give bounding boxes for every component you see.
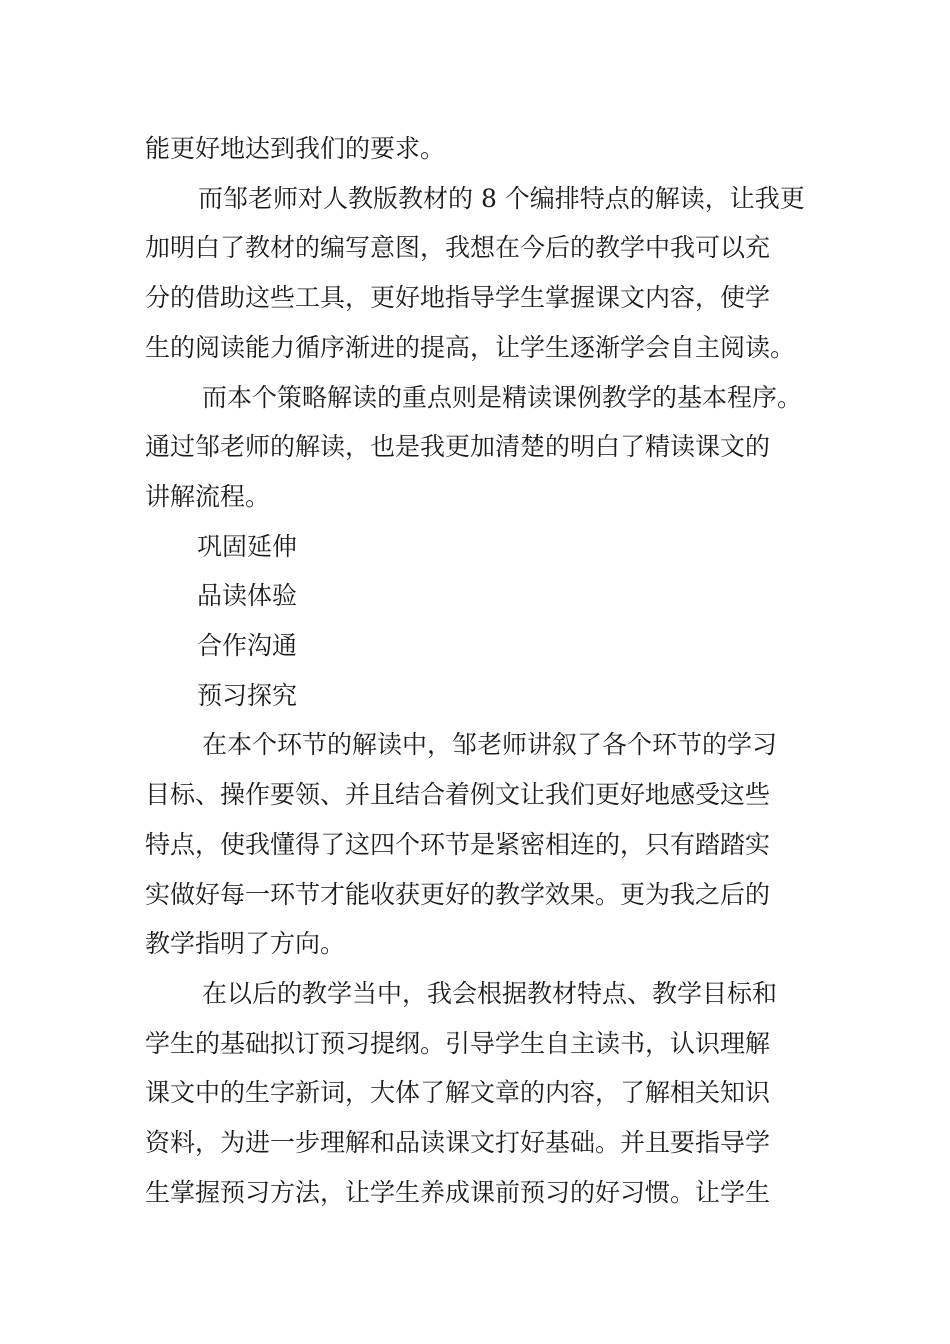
paragraph-line: 课文中的生字新词，大体了解文章的内容，了解相关知识 bbox=[145, 1078, 771, 1108]
paragraph-line: 教学指明了方向。 bbox=[145, 929, 346, 959]
paragraph-line: 讲解流程。 bbox=[145, 481, 271, 511]
paragraph-line: 学生的基础拟订预习提纲。引导学生自主读书，认识理解 bbox=[145, 1028, 771, 1058]
paragraph-line: 在本个环节的解读中，邹老师讲叙了各个环节的学习 bbox=[202, 730, 778, 760]
list-item: 巩固延伸 bbox=[197, 531, 298, 561]
paragraph-line: 加明白了教材的编写意图，我想在今后的教学中我可以充 bbox=[145, 233, 771, 263]
paragraph-line: 生的阅读能力循序渐进的提高，让学生逐渐学会自主阅读。 bbox=[145, 332, 796, 362]
paragraph-line: 资料，为进一步理解和品读课文打好基础。并且要指导学 bbox=[145, 1128, 771, 1158]
list-item: 合作沟通 bbox=[197, 631, 298, 661]
paragraph-line: 特点，使我懂得了这四个环节是紧密相连的，只有踏踏实 bbox=[145, 829, 771, 859]
paragraph-line: 通过邹老师的解读，也是我更加清楚的明白了精读课文的 bbox=[145, 432, 771, 462]
paragraph-line: 实做好每一环节才能收获更好的教学效果。更为我之后的 bbox=[145, 879, 771, 909]
paragraph-line: 目标、操作要领、并且结合着例文让我们更好地感受这些 bbox=[145, 780, 771, 810]
paragraph-line: 生掌握预习方法，让学生养成课前预习的好习惯。让学生 bbox=[145, 1177, 771, 1207]
paragraph-line: 能更好地达到我们的要求。 bbox=[145, 134, 446, 163]
paragraph-line: 在以后的教学当中，我会根据教材特点、教学目标和 bbox=[202, 978, 778, 1008]
list-item: 品读体验 bbox=[197, 581, 298, 611]
paragraph-line: 而本个策略解读的重点则是精读课例教学的基本程序。 bbox=[202, 382, 803, 412]
paragraph-line: 分的借助这些工具，更好地指导学生掌握课文内容，使学 bbox=[145, 283, 771, 313]
document-body bbox=[145, 124, 815, 1217]
list-item: 预习探究 bbox=[197, 680, 298, 710]
paragraph-line: 而邹老师对人教版教材的 8 个编排特点的解读，让我更 bbox=[198, 183, 805, 213]
